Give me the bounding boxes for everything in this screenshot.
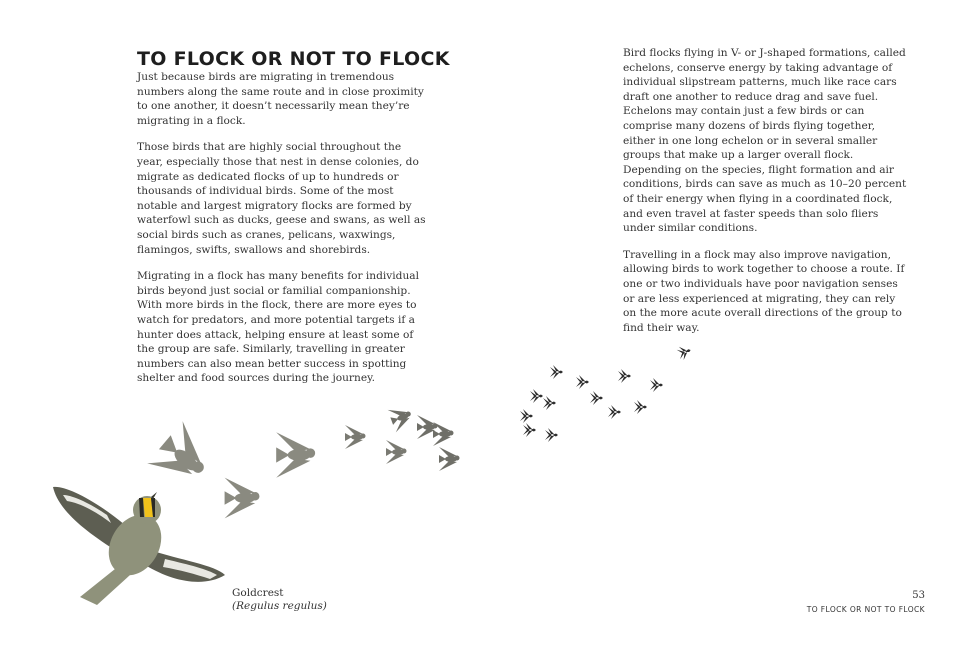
page-title: TO FLOCK OR NOT TO FLOCK [137, 48, 450, 70]
distant-birds [520, 343, 693, 442]
bird [225, 478, 260, 519]
illustration-caption [232, 587, 327, 613]
bird [576, 375, 589, 389]
bird [520, 409, 533, 423]
paragraph: Just because birds are migrating in tremendous numbers along the same route and in close proximity to one another, it doesn’t necessarily mean they’re migrating in a flock. [137, 71, 424, 127]
bird [545, 428, 558, 442]
paragraph: Those birds that are highly social throughout the year, especially those that nest in dense colonies, do migrate as dedicated flocks of up to hundreds or thousands of individual birds. Some of the most notable and largest migratory flocks are formed by waterfowl such as ducks, geese and swans, as well as social birds such as cranes, pelicans, waxwings, flamingos, swifts, swallows and shorebirds. [137, 141, 426, 256]
caption-common-name: Goldcrest [232, 587, 284, 599]
caption-latin-name: (Regulus regulus) [232, 600, 327, 612]
bird [634, 400, 647, 414]
bird [439, 447, 460, 471]
bird [543, 396, 556, 410]
paragraph: Bird flocks flying in V- or J-shaped formations, called echelons, conserve energy by taking advantage of individual slipstream patterns, much like race cars draft one another to reduce drag and save fuel. Echelons may contain just a few birds or can comprise many dozens of birds flying together, either in one long echelon or in several smaller groups that make up a larger overall flock. Depending on the species, flight formation and air conditions, birds can save as much as 10–20 percent of their energy when flying in a coordinated flock, and even travel at faster speeds than solo fliers under similar conditions. [623, 47, 907, 235]
bird [590, 391, 603, 405]
running-head: TO FLOCK OR NOT TO FLOCK [806, 605, 925, 614]
bird [388, 403, 415, 433]
near-birds [147, 421, 315, 518]
goldcrest-illustration [53, 487, 225, 605]
bird [650, 378, 663, 392]
bird [386, 440, 407, 464]
bird [276, 432, 315, 478]
page-number: 53 [912, 590, 925, 601]
bird [523, 423, 536, 437]
paragraph: Migrating in a flock has many benefits for individual birds beyond just social or familial companionship. With more birds in the flock, there are more eyes to watch for predators, and more potential targets if a hunter does attack, helping ensure at least some of the group are safe. Similarly, travelling in greater numbers can also mean better success in spotting shelter and food sources during the journey. [137, 270, 419, 385]
bird [618, 369, 631, 383]
paragraph: Travelling in a flock may also improve navigation, allowing birds to work together to choose a route. If one or two individuals have poor navigation senses or are less experienced at migrating, they can rely on the more acute overall directions of the group to find their way. [623, 248, 905, 334]
bird [550, 365, 563, 379]
middle-birds [345, 403, 460, 471]
bird [676, 343, 693, 361]
bird [608, 405, 621, 419]
bird [147, 421, 219, 494]
bird [530, 389, 543, 403]
bird [345, 425, 366, 449]
